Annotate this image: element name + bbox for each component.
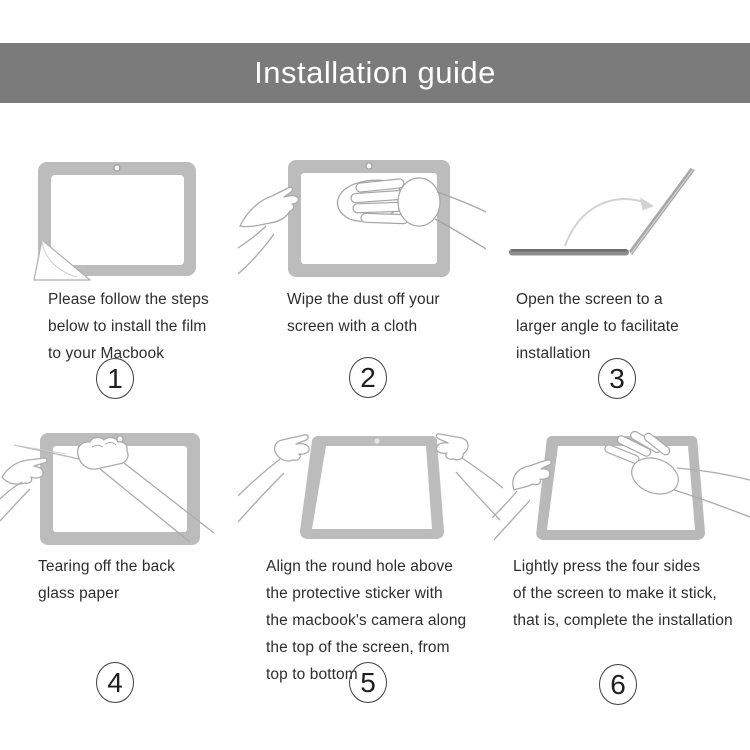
- step-text-line: Tearing off the back: [38, 558, 175, 575]
- step-text-line: to your Macbook: [48, 345, 165, 362]
- step-text-line: the top of the screen, from: [266, 639, 450, 656]
- step-4-text: [38, 553, 175, 607]
- step-number: 6: [610, 668, 626, 700]
- step-text-line: top to bottom: [266, 666, 358, 683]
- step-number: 3: [609, 362, 625, 394]
- step-text-line: Open the screen to a: [516, 291, 663, 308]
- step-5-number-badge: [349, 662, 387, 703]
- step-3-text: [516, 286, 679, 367]
- step-text-line: the macbook's camera along: [266, 612, 467, 629]
- step-number: 2: [360, 361, 376, 393]
- page-title: Installation guide: [254, 55, 496, 90]
- step-text-line: Wipe the dust off your: [287, 291, 440, 308]
- step-text-line: Lightly press the four sides: [513, 558, 701, 575]
- step-text-line: below to install the film: [48, 318, 207, 335]
- step-6-text: [513, 553, 733, 634]
- hold-protector-icon: [238, 426, 503, 551]
- step-4-number-badge: [96, 662, 134, 703]
- tear-film-icon: [0, 425, 250, 550]
- step-2-number-badge: [349, 357, 387, 398]
- press-four-sides-illustration: [492, 426, 750, 548]
- step-1-text: [48, 286, 209, 367]
- press-screen-icon: [492, 426, 750, 548]
- step-text-line: that is, complete the installation: [513, 612, 733, 629]
- step-text-line: the protective sticker with: [266, 585, 443, 602]
- screen-peel-icon: [30, 156, 205, 284]
- step-number: 4: [107, 666, 123, 698]
- step-text-line: Align the round hole above: [266, 558, 454, 575]
- step-1-number-badge: [96, 358, 134, 399]
- step-text-line: Please follow the steps: [48, 291, 209, 308]
- header-bar: [0, 43, 750, 103]
- step-number: 5: [360, 666, 376, 698]
- step-text-line: screen with a cloth: [287, 318, 418, 335]
- wipe-cloth-icon: [238, 152, 486, 284]
- step-text-line: glass paper: [38, 585, 120, 602]
- wipe-screen-with-cloth-illustration: [238, 152, 486, 284]
- step-3-number-badge: [598, 358, 636, 399]
- film-corner-peel-illustration: [30, 156, 205, 284]
- step-text-line: larger angle to facilitate: [516, 318, 679, 335]
- align-protector-with-camera-illustration: [238, 426, 503, 551]
- step-text-line: of the screen to make it stick,: [513, 585, 717, 602]
- step-number: 1: [107, 362, 123, 394]
- open-laptop-icon: [503, 160, 703, 266]
- step-text-line: installation: [516, 345, 591, 362]
- step-6-number-badge: [599, 664, 637, 705]
- step-2-text: [287, 286, 440, 340]
- open-laptop-wide-angle-illustration: [503, 160, 703, 266]
- tear-off-back-paper-illustration: [0, 425, 250, 550]
